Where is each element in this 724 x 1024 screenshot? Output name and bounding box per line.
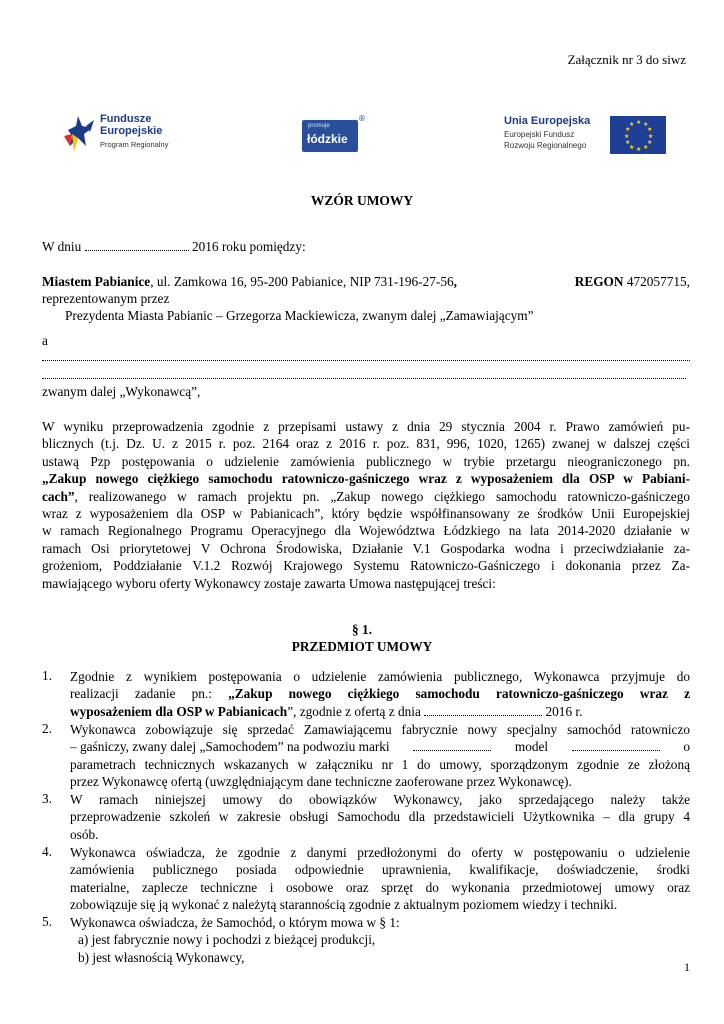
svg-text:★: ★ xyxy=(629,144,635,151)
item-1-number: 1. xyxy=(42,668,52,683)
brand-blank xyxy=(413,740,491,751)
eu-line1: Unia Europejska xyxy=(504,115,591,127)
lodz-small: promuje xyxy=(308,123,330,129)
svg-text:★: ★ xyxy=(647,126,653,133)
party1-line3: Prezydenta Miasta Pabianic – Grzegorza Mackiewicza, zwanym dalej „Zamawiającym” xyxy=(65,308,534,323)
item-3-number: 3. xyxy=(42,791,52,806)
item-4-text: Wykonawca oświadcza, że zgodnie z danymi przedłożonymi do oferty w postępowaniu o udzielenie zamówienia publicznego posiada odpowiednie uprawnienia, kwalifikacje, doświadczenie, środki materialne, zaplecze techniczne i osobowe oraz sprzęt do wykonania przedmiotowej umowy oraz zobowiązuje się ją wykonać z należytą starannością zgodnie z aktualnym poziomem wiedzy i techniki. xyxy=(70,845,690,913)
item-2-text: Wykonawca zobowiązuje się sprzedać Zamawiającemu fabrycznie nowy specjalny samochód ratowniczo – gaśniczy, zwany dalej „Samochodem” na podwoziu marki model o parametrach technicznych wskazanych w załączniku nr 1 do umowy, sporządzonym zgodnie ze złożoną przez Wykonawcę ofertą (uwzględniającym dane techniczne zaoferowane przez Wykonawcę). xyxy=(70,722,690,790)
registered-icon: ® xyxy=(358,114,366,123)
model-blank xyxy=(572,740,660,751)
svg-text:★: ★ xyxy=(636,146,642,153)
fe-line1: Fundusze xyxy=(100,113,152,125)
section-number: § 1. xyxy=(352,622,372,637)
item-5-text: Wykonawca oświadcza, że Samochód, o którym mowa w § 1: a) jest fabrycznie nowy i pochodzi z bieżącej produkcji, b) jest własnością Wykonawcy, xyxy=(70,914,690,966)
eu-line3: Rozwoju Regionalnego xyxy=(504,141,587,150)
date-prefix: W dniu xyxy=(42,239,82,254)
date-blank xyxy=(85,240,189,251)
item-5-number: 5. xyxy=(42,914,52,929)
fundusze-europejskie-logo xyxy=(62,110,192,160)
party1-name: Miastem Pabianice xyxy=(42,274,151,289)
svg-text:★: ★ xyxy=(643,121,649,128)
svg-text:★: ★ xyxy=(629,121,635,128)
fe-star-icon xyxy=(62,112,98,156)
svg-text:★: ★ xyxy=(643,144,649,151)
page-number: 1 xyxy=(684,960,690,974)
item-2-number: 2. xyxy=(42,721,52,736)
fe-line2: Europejskie xyxy=(100,125,163,137)
item-4-number: 4. xyxy=(42,844,52,859)
unia-europejska-logo xyxy=(504,116,674,158)
svg-text:★: ★ xyxy=(636,119,642,126)
svg-text:★: ★ xyxy=(648,133,654,140)
annex-label: Załącznik nr 3 do siwz xyxy=(567,52,686,67)
and-separator: a xyxy=(42,333,48,348)
item-5b: b) jest własnością Wykonawcy, xyxy=(78,949,245,965)
contractor-blank-2 xyxy=(42,370,686,379)
contractor-label: zwanym dalej „Wykonawcą”, xyxy=(42,384,201,399)
eu-line2: Europejski Fundusz xyxy=(504,130,575,139)
date-suffix: 2016 roku pomiędzy: xyxy=(191,239,306,254)
lodz-main: łódzkie xyxy=(307,132,348,146)
svg-text:★: ★ xyxy=(625,139,631,146)
svg-text:★: ★ xyxy=(624,133,630,140)
lodzkie-logo xyxy=(302,114,366,152)
fe-line3: Program Regionalny xyxy=(100,140,169,149)
document-title: WZÓR UMOWY xyxy=(310,193,414,208)
item-1-text: Zgodnie z wynikiem postępowania o udzielenie zamówienia publicznego, Wykonawca przyjmuje do realizacji zadanie pn.: „Zakup nowego ciężkiego samochodu ratowniczo-gaśniczego wraz z wyposażeniem dla OSP w Pabianicach”, zgodnie z ofertą z dnia 2016 r. xyxy=(70,669,690,719)
contractor-blank-1 xyxy=(42,352,690,361)
party1-line2: reprezentowanym przez xyxy=(42,291,170,306)
section-title: PRZEDMIOT UMOWY xyxy=(291,639,433,654)
item-5a: a) jest fabrycznie nowy i pochodzi z bieżącej produkcji, xyxy=(78,932,376,948)
svg-text:★: ★ xyxy=(625,126,631,133)
eu-flag-icon xyxy=(610,116,666,154)
party1-line1: Miastem Pabianice, ul. Zamkowa 16, 95-200 Pabianice, NIP 731-196-27-56, REGON 472057715, xyxy=(42,274,690,289)
intro-paragraph: W wyniku przeprowadzenia zgodnie z przepisami ustawy z dnia 29 stycznia 2004 r. Prawo zamówień pu- blicznych (t.j. Dz. U. z 2015 r. poz. 2164 oraz z 2016 r. poz. 831, 996, 1020, 1265) zwanej w dalszej części ustawą Pzp postępowania o udzielenie zamówienia publicznego w trybie przetargu nieograniczonego pn. „Zakup nowego ciężkiego samochodu ratowniczo-gaśniczego wraz z wyposażeniem dla OSP w Pabiani- cach”, realizowanego w ramach projektu pn. „Zakup nowego ciężkiego samochodu ratowniczo-gaśniczego wraz z wyposażeniem dla OSP w Pabianicach”, który będzie współfinansowany ze środków Unii Europejskiej w ramach Regionalnego Programu Operacyjnego dla Województwa Łódzkiego na lata 2014-2020 działanie w ramach Osi priorytetowej V Ochrona Środowiska, Działanie V.1 Gospodarka wodna i przeciwdziałanie za- grożeniom, Poddziałanie V.1.2 Rozwój Krajowego Systemu Ratowniczo-Gaśniczego i dokonania przez Za- mawiającego wyboru oferty Wykonawcy zostaje zawarta Umowa następującej treści: xyxy=(42,419,690,591)
item-3-text: W ramach niniejszej umowy do obowiązków Wykonawcy, jako sprzedającego należy także przeprowadzenie szkoleń w zakresie obsługi Samochodu dla przedstawicieli Użytkownika – dla grupy 4 osób. xyxy=(70,792,690,842)
svg-text:★: ★ xyxy=(647,139,653,146)
offer-date-blank xyxy=(424,705,542,716)
date-line xyxy=(42,239,306,255)
